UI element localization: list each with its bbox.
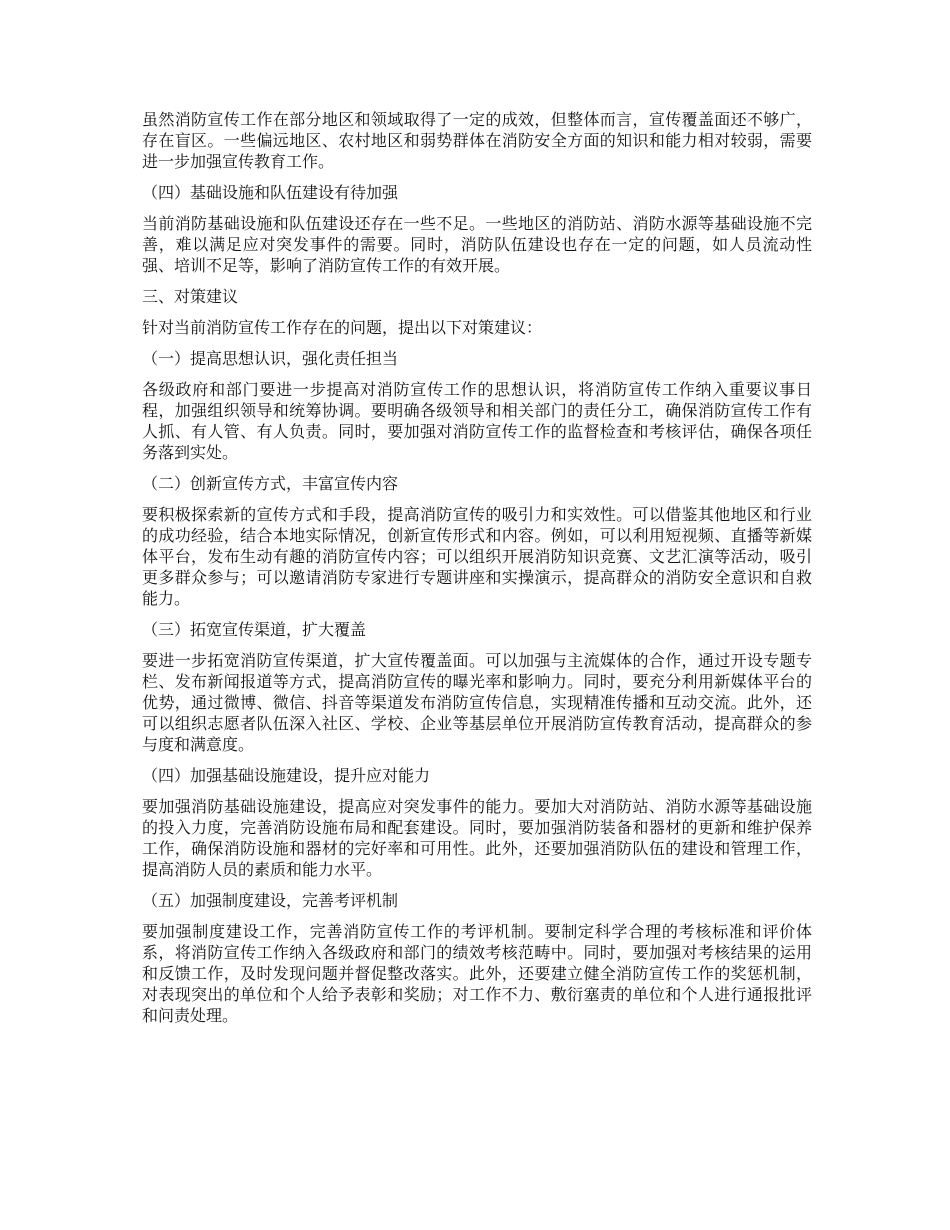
paragraph-infrastructure-shortfall: 当前消防基础设施和队伍建设还存在一些不足。一些地区的消防站、消防水源等基础设施不完善，难以满足应对突发事件的需要。同时，消防队伍建设也存在一定的问题，如人员流动性强、培训不足等，影响了消防宣传工作的有效开展。 <box>142 214 812 275</box>
heading-system-evaluation: （五）加强制度建设，完善考评机制 <box>142 891 399 910</box>
paragraph-system-evaluation: 要加强制度建设工作，完善消防宣传工作的考评机制。要制定科学合理的考核标准和评价体系，将消防宣传工作纳入各级政府和部门的绩效考核范畴中。同时，要加强对考核结果的运用和反馈工作，及时发现问题并督促整改落实。此外，还要建立健全消防宣传工作的奖惩机制，对表现突出的单位和个人给予表彰和奖励；对工作不力、敷衍塞责的单位和个人进行通报批评和问责处理。 <box>142 922 812 1025</box>
heading-strengthen-infrastructure: （四）加强基础设施建设，提升应对能力 <box>142 766 431 785</box>
paragraph-countermeasures-intro: 针对当前消防宣传工作存在的问题，提出以下对策建议： <box>142 318 543 337</box>
paragraph-innovate-methods: 要积极探索新的宣传方式和手段，提高消防宣传的吸引力和实效性。可以借鉴其他地区和行业的成功经验，结合本地实际情况，创新宣传形式和内容。例如，可以利用短视频、直播等新媒体平台，发布生动有趣的消防宣传内容；可以组织开展消防知识竞赛、文艺汇演等活动，吸引更多群众参与；可以邀请消防专家进行专题讲座和实操演示，提高群众的消防安全意识和自救能力。 <box>142 505 812 608</box>
paragraph-broaden-channels: 要进一步拓宽消防宣传渠道，扩大宣传覆盖面。可以加强与主流媒体的合作，通过开设专题专栏、发布新闻报道等方式，提高消防宣传的曝光率和影响力。同时，要充分利用新媒体平台的优势，通过微博、微信、抖音等渠道发布消防宣传信息，实现精准传播和互动交流。此外，还可以组织志愿者队伍深入社区、学校、企业等基层单位开展消防宣传教育活动，提高群众的参与度和满意度。 <box>142 651 812 754</box>
heading-awareness-responsibility: （一）提高思想认识，强化责任担当 <box>142 349 399 368</box>
document-page <box>142 109 812 1036</box>
heading-countermeasures: 三、对策建议 <box>142 287 239 306</box>
heading-broaden-channels: （三）拓宽宣传渠道，扩大覆盖 <box>142 620 367 639</box>
heading-infrastructure-team: （四）基础设施和队伍建设有待加强 <box>142 183 399 202</box>
paragraph-coverage-gap: 虽然消防宣传工作在部分地区和领域取得了一定的成效，但整体而言，宣传覆盖面还不够广，存在盲区。一些偏远地区、农村地区和弱势群体在消防安全方面的知识和能力相对较弱，需要进一步加强宣传教育工作。 <box>142 110 812 171</box>
paragraph-strengthen-infrastructure: 要加强消防基础设施建设，提高应对突发事件的能力。要加大对消防站、消防水源等基础设施的投入力度，完善消防设施布局和配套建设。同时，要加强消防装备和器材的更新和维护保养工作，确保消防设施和器材的完好率和可用性。此外，还要加强消防队伍的建设和管理工作，提高消防人员的素质和能力水平。 <box>142 797 812 879</box>
paragraph-awareness-responsibility: 各级政府和部门要进一步提高对消防宣传工作的思想认识，将消防宣传工作纳入重要议事日程，加强组织领导和统筹协调。要明确各级领导和相关部门的责任分工，确保消防宣传工作有人抓、有人管、有人负责。同时，要加强对消防宣传工作的监督检查和考核评估，确保各项任务落到实处。 <box>142 380 812 462</box>
heading-innovate-methods: （二）创新宣传方式，丰富宣传内容 <box>142 474 399 493</box>
